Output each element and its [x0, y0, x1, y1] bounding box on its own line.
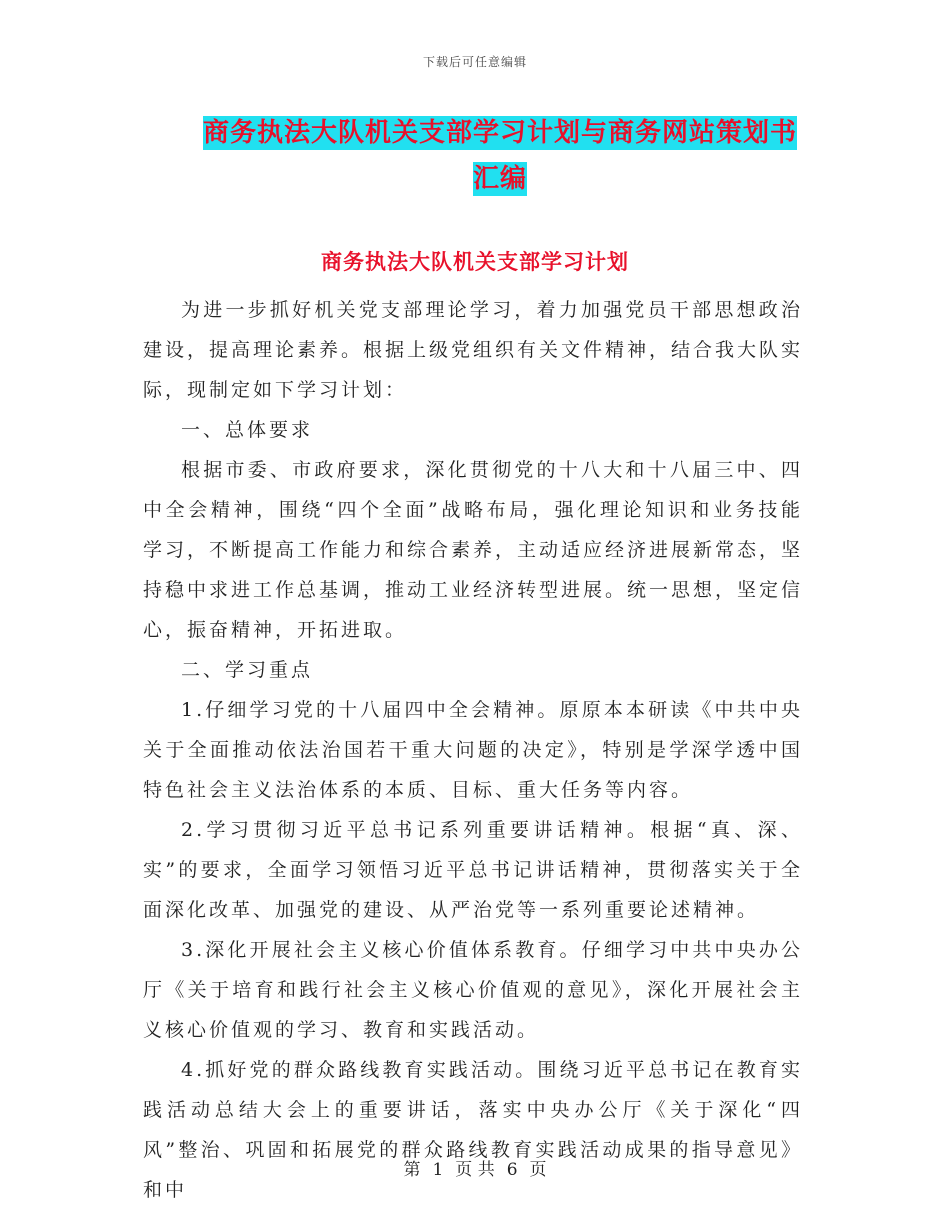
paragraph-focus-2: 2.学习贯彻习近平总书记系列重要讲话精神。根据“真、深、实”的要求，全面学习领悟习近平总书记讲话精神，贯彻落实关于全面深化改革、加强党的建设、从严治党等一系列重要论述精神。 [143, 819, 803, 921]
paragraph-intro: 为进一步抓好机关党支部理论学习，着力加强党员干部思想政治建设，提高理论素养。根据上级党组织有关文件精神，结合我大队实际，现制定如下学习计划： [143, 299, 804, 401]
footer-prefix: 第 [403, 1160, 421, 1180]
document-title [195, 110, 805, 202]
heading-study-focus: 二、学习重点 [181, 659, 314, 681]
document-title-text: 商务执法大队机关支部学习计划与商务网站策划书汇编 [202, 118, 797, 194]
paragraph-focus-1: 1.仔细学习党的十八届四中全会精神。原原本本研读《中共中央关于全面推动依法治国若干重大问题的决定》，特别是学深学透中国特色社会主义法治体系的本质、目标、重大任务等内容。 [143, 699, 803, 801]
page-footer [0, 1155, 950, 1180]
paragraph-focus-3: 3.深化开展社会主义核心价值体系教育。仔细学习中共中央办公厅《关于培育和践行社会主义核心价值观的意见》，深化开展社会主义核心价值观的学习、教育和实践活动。 [143, 939, 803, 1041]
footer-suffix: 页 [529, 1160, 547, 1180]
paragraph-focus-4: 4.抓好党的群众路线教育实践活动。围绕习近平总书记在教育实践活动总结大会上的重要讲话，落实中央办公厅《关于深化“四风”整治、巩固和拓展党的群众路线教育实践活动成果的指导意见》和中 [143, 1059, 803, 1201]
heading-general-requirements: 一、总体要求 [181, 419, 314, 441]
section-title: 商务执法大队机关支部学习计划 [321, 249, 629, 274]
footer-total-pages: 6 [506, 1160, 518, 1180]
paragraph-general-requirements: 根据市委、市政府要求，深化贯彻党的十八大和十八届三中、四中全会精神，围绕“四个全面”战略布局，强化理论知识和业务技能学习，不断提高工作能力和综合素养，主动适应经济进展新常态，坚持稳中求进工作总基调，推动工业经济转型进展。统一思想，坚定信心，振奋精神，开拓进取。 [143, 459, 804, 641]
footer-middle: 页 共 [455, 1160, 495, 1180]
header-note: 下载后可任意编辑 [422, 55, 527, 69]
footer-current-page: 1 [432, 1160, 444, 1180]
document-body [143, 290, 803, 1210]
